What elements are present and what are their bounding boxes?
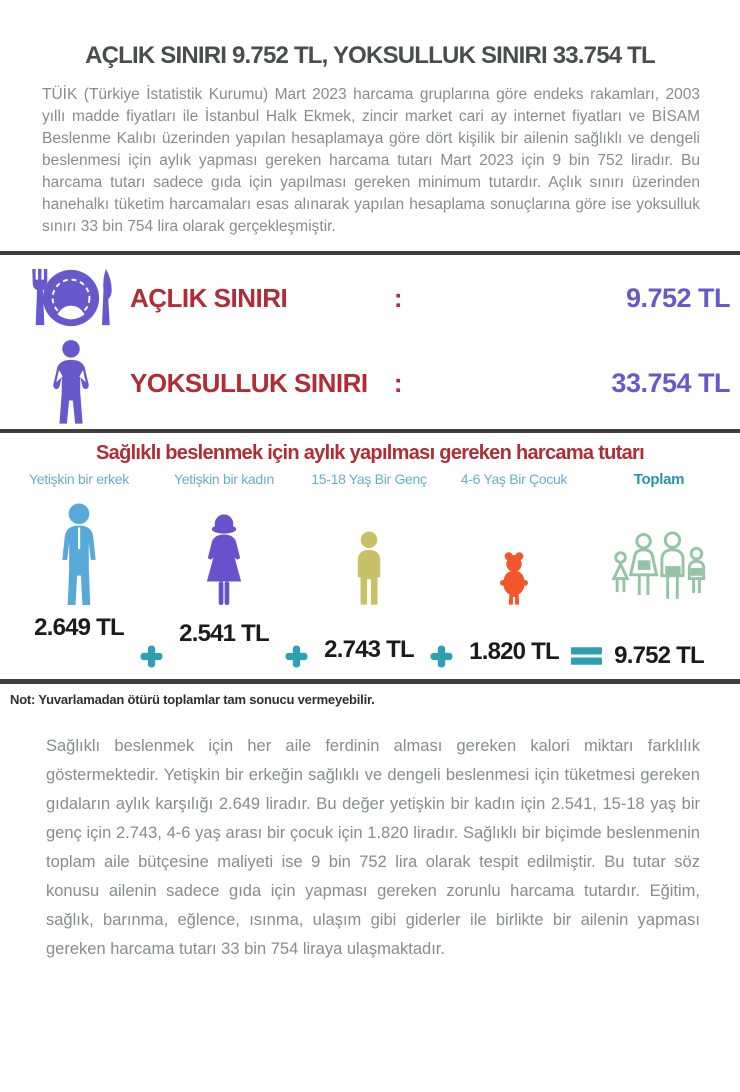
adult-man-icon [59,495,99,611]
column-label: 15-18 Yaş Bir Genç [311,471,427,487]
breakdown-columns [0,471,740,673]
thresholds-panel [0,255,740,429]
column-total [596,471,722,673]
poverty-threshold-row [12,337,740,429]
plus-icon [287,471,306,673]
plate-cutlery-icon [12,267,130,329]
column-label: 4-6 Yaş Bir Çocuk [460,471,568,487]
breakdown-title: Sağlıklı beslenmek için aylık yapılması gereken harcama tutarı [96,442,644,464]
person-icon [12,339,130,427]
poverty-threshold-label: YOKSULLUK SINIRI [130,367,368,398]
hunger-threshold-value: 9.752 TL [625,282,730,313]
column-child [451,471,577,673]
intro-paragraph: TÜİK (Türkiye İstatistik Kurumu) Mart 2023 harcama gruplarına göre endeks rakamları, 2003 yıllı madde fiyatları ile İstanbul Halk Ekmek, zincir market cari ay internet fiyatları ve BİSAM Beslenme Kalıbı üzerinden yapılan hesaplamaya göre dört kişilik bir ailenin sağlıklı ve dengeli beslenmesi için aylık yapması gereken harcama tutarı Mart 2023 için 9 bin 752 liradır. Bu harcama tutarı sadece gıda için yapılması gereken minimum tutardır. Açlık sınırı üzerinden hanehalkı tüketim harcamaları esas alınarak yapılan hesaplama sonuçlarına göre ise yoksulluk sınırı 33 bin 754 lira olarak gerçekleşmiştir. [42,86,700,235]
rounding-note: Not: Yuvarlamadan ötürü toplamlar tam sonucu vermeyebilir. [10,692,375,707]
child-icon [496,495,532,635]
poverty-threshold-value: 33.754 TL [611,367,730,398]
column-label: Yetişkin bir erkek [29,471,129,487]
adult-woman-icon [202,495,246,617]
equals-icon [577,471,596,673]
divider-bottom [0,679,740,684]
hunger-threshold-row [12,259,740,337]
divider-middle [0,429,740,433]
column-adult-man [16,471,142,673]
poverty-threshold-label-group [130,368,402,399]
family-icon [609,495,709,639]
body-paragraph: Sağlıklı beslenmek için her aile ferdinin alması gereken kalori miktarı farklılık göstermektedir. Yetişkin bir erkeğin sağlıklı ve dengeli beslenmesi için tüketmesi gereken gıdaların aylık karşılığı 2.649 liradır. Bu değer yetişkin bir kadın için 2.541, 15-18 yaş bir genç için 2.743, 4-6 yaş arası bir çocuk için 1.820 liradır. Sağlıklı bir biçimde beslenmenin toplam aile bütçesine maliyeti ise 9 bin 752 lira olarak tespit edilmiştir. Bu tutar söz konusu ailenin sadece gıda için yapması gereken zorunlu harcama tutardır. Eğitim, sağlık, barınma, eğlence, ısınma, ulaşım gibi giderler ile birlikte bir ailenin yapması gereken harcama tutarı 33 bin 754 liraya ulaşmaktadır. [46,737,700,958]
column-value: 2.541 TL [179,620,269,647]
column-label: Toplam [633,471,685,488]
column-value: 2.649 TL [34,614,124,641]
plus-icon [432,471,451,673]
column-teen [306,471,432,673]
hunger-threshold-label-group [130,283,402,314]
plus-icon [142,471,161,673]
teen-icon [355,495,383,633]
column-adult-woman [161,471,287,673]
hunger-threshold-label: AÇLIK SINIRI [130,282,288,313]
poverty-threshold-colon: : [393,367,402,398]
column-value: 1.820 TL [469,638,559,665]
column-value: 9.752 TL [614,642,704,669]
hunger-threshold-colon: : [393,282,402,313]
page-title: AÇLIK SINIRI 9.752 TL, YOKSULLUK SINIRI 33.754 TL [85,42,655,69]
column-label: Yetişkin bir kadın [174,471,274,487]
column-value: 2.743 TL [324,636,414,663]
